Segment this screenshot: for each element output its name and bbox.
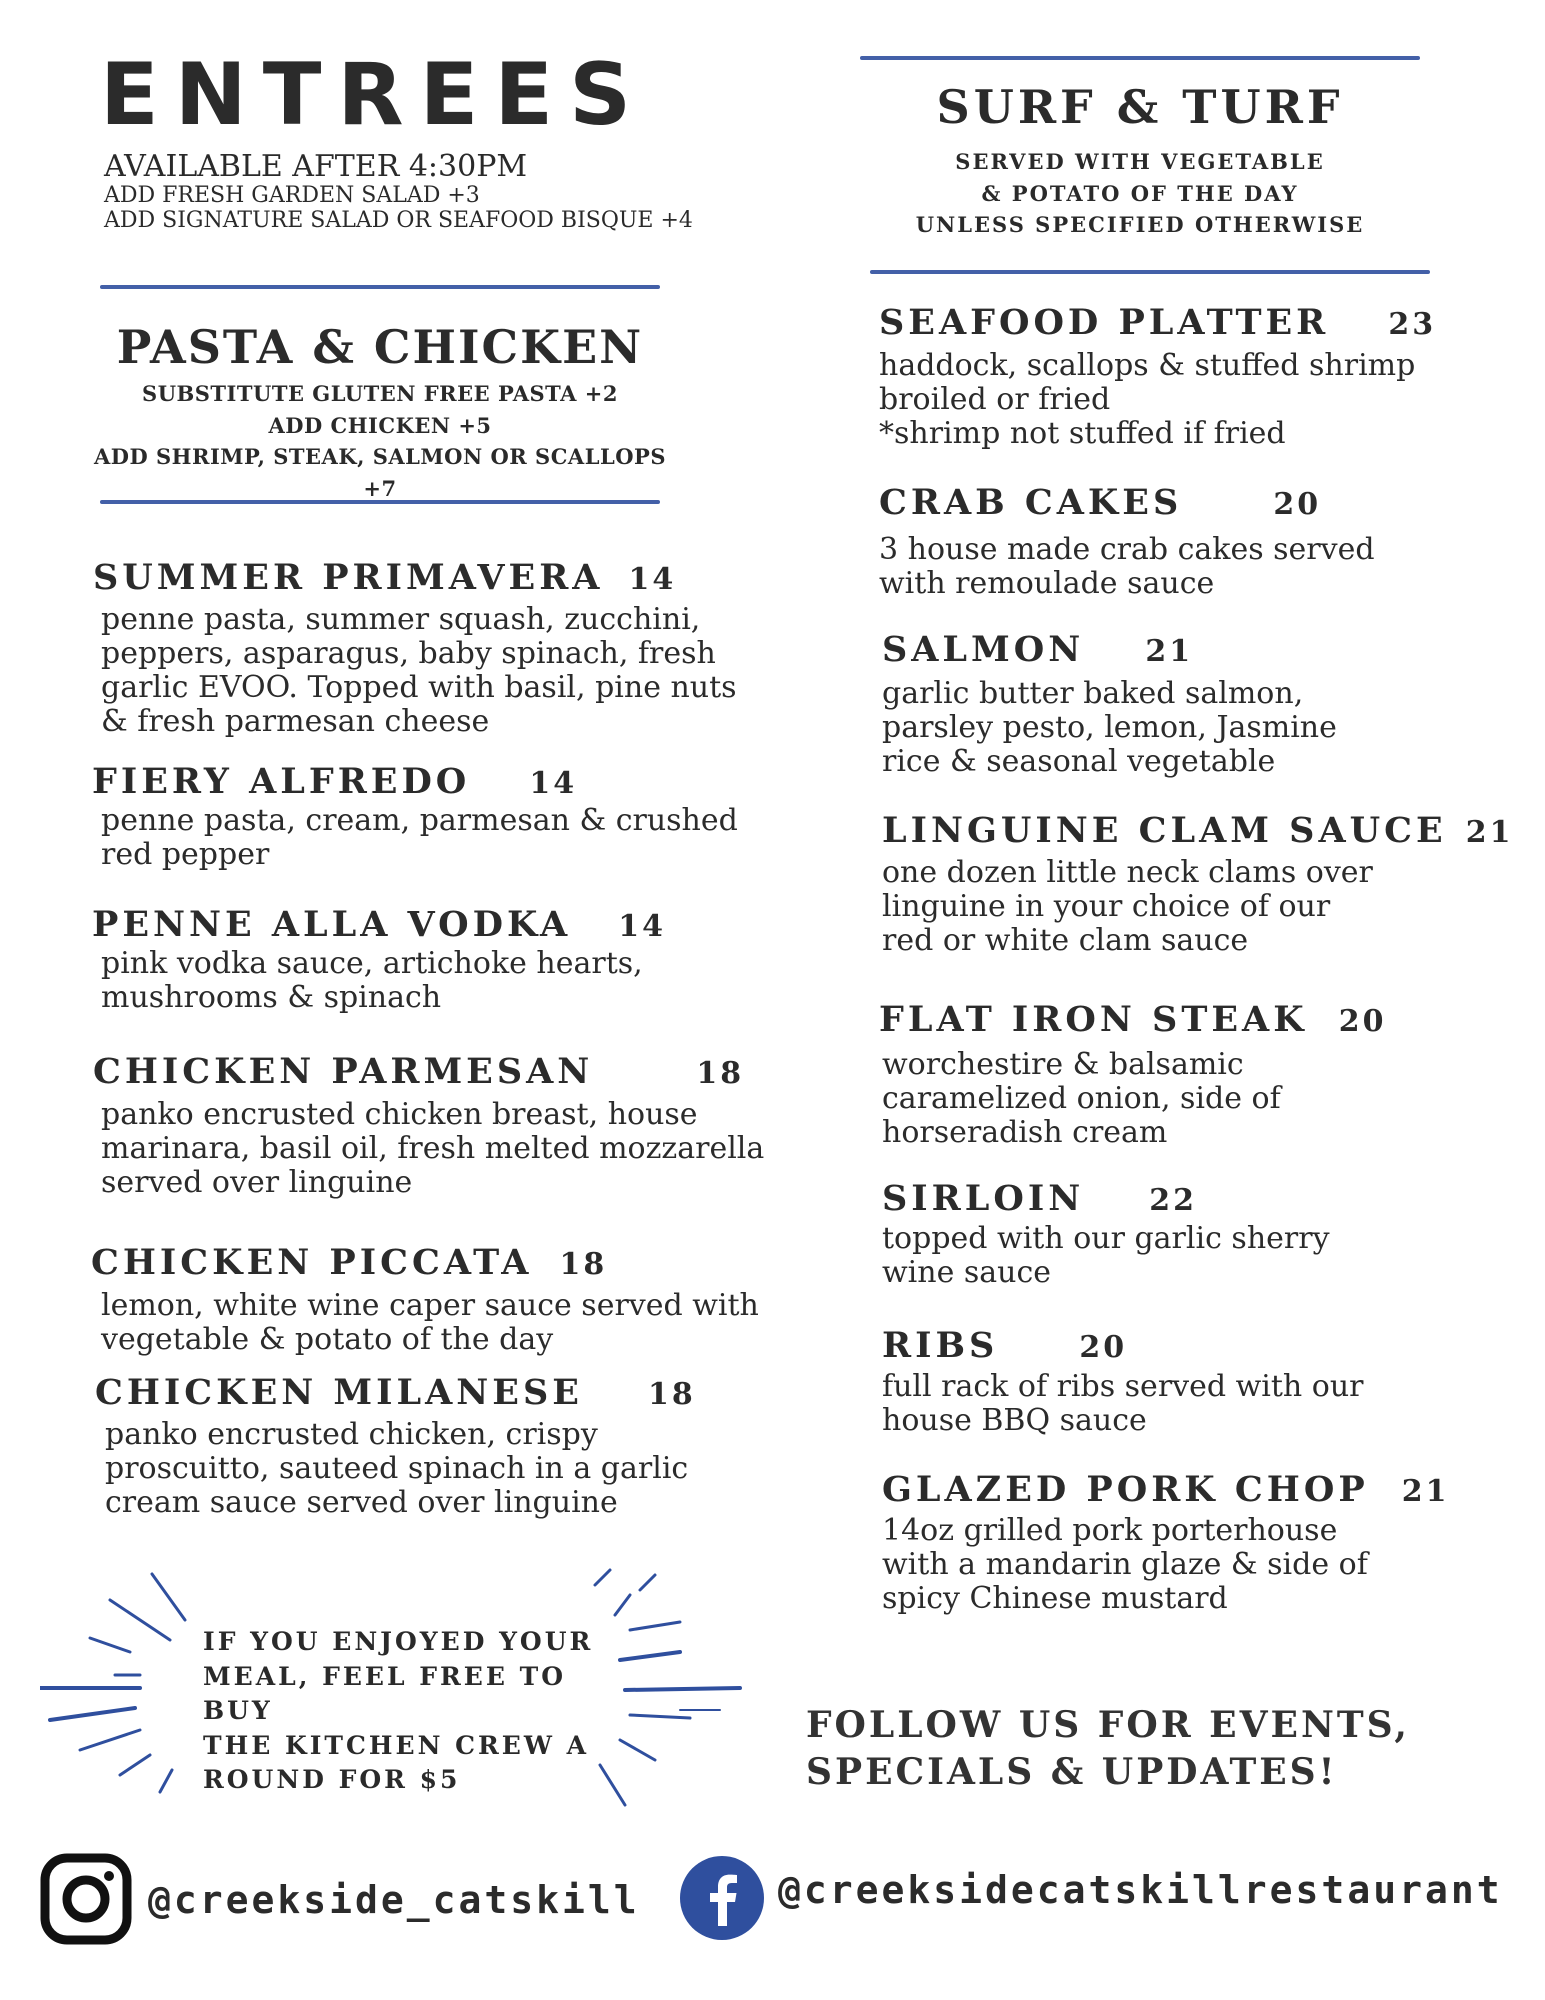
item-price: 22: [1149, 1183, 1198, 1218]
item-price: 14: [628, 562, 677, 597]
item-description: one dozen little neck clams over linguine in your choice of our red or white clam sauce: [882, 855, 1373, 958]
menu-item: [879, 302, 1519, 343]
item-name: FLAT IRON STEAK: [879, 999, 1308, 1040]
item-name: SUMMER PRIMAVERA: [93, 557, 604, 598]
item-description: haddock, scallops & stuffed shrimp broiled or fried *shrimp not stuffed if fried: [879, 348, 1416, 451]
divider: [870, 270, 1430, 274]
item-name: CHICKEN PARMESAN: [93, 1051, 594, 1092]
menu-item: [882, 810, 1532, 851]
item-name: PENNE ALLA VODKA: [92, 904, 572, 945]
menu-item: [879, 999, 1519, 1040]
available-time: AVAILABLE AFTER 4:30PM: [104, 149, 528, 184]
item-name: CHICKEN MILANESE: [95, 1372, 583, 1413]
item-description: 14oz grilled pork porterhouse with a mandarin glaze & side of spicy Chinese mustard: [882, 1513, 1368, 1616]
pasta-sub-line: SUBSTITUTE GLUTEN FREE PASTA +2: [142, 381, 618, 406]
item-name: RIBS: [882, 1325, 999, 1366]
facebook-icon[interactable]: [678, 1854, 766, 1942]
menu-item: [882, 1178, 1522, 1219]
menu-item: [93, 1051, 773, 1092]
divider: [100, 285, 660, 289]
item-price: 20: [1273, 487, 1322, 522]
menu-item: [882, 1469, 1522, 1510]
menu-item: [882, 1325, 1522, 1366]
item-price: 14: [618, 909, 666, 944]
pasta-sub-line: ADD CHICKEN +5: [268, 412, 492, 438]
item-price: 21: [1401, 1474, 1450, 1509]
surf-sub-line: SERVED WITH VEGETABLE: [955, 149, 1325, 174]
item-price: 23: [1388, 307, 1437, 342]
promo-text: IF YOU ENJOYED YOUR MEAL, FEEL FREE TO BUY THE KITCHEN CREW A ROUND FOR $5: [203, 1627, 594, 1794]
surf-sub-line: & POTATO OF THE DAY: [981, 180, 1299, 206]
menu-item: [92, 904, 772, 945]
divider: [860, 56, 1420, 60]
page-title: ENTREES: [100, 45, 648, 145]
item-description: penne pasta, summer squash, zucchini, peppers, asparagus, baby spinach, fresh garlic EVOO. Topped with basil, pine nuts & fresh parmesan cheese: [101, 602, 737, 739]
pasta-section-subtitle: [80, 378, 680, 504]
item-price: 21: [1465, 815, 1514, 850]
pasta-sub-line: ADD SHRIMP, STEAK, SALMON OR SCALLOPS +7: [93, 444, 666, 501]
item-description: 3 house made crab cakes served with remoulade sauce: [879, 532, 1375, 601]
item-name: CRAB CAKES: [879, 482, 1183, 523]
item-description: panko encrusted chicken, crispy proscuitto, sauteed spinach in a garlic cream sauce served over linguine: [105, 1417, 689, 1520]
item-description: topped with our garlic sherry wine sauce: [882, 1221, 1330, 1290]
menu-item: [93, 557, 773, 598]
item-price: 18: [696, 1056, 745, 1091]
surf-section-subtitle: [860, 146, 1420, 241]
add-garden-salad: ADD FRESH GARDEN SALAD +3: [104, 183, 480, 208]
entrees-info: [104, 150, 693, 234]
item-price: 18: [648, 1377, 696, 1412]
menu-item: [879, 482, 1519, 523]
instagram-handle[interactable]: @creekside_catskill: [148, 1878, 640, 1922]
item-description: penne pasta, cream, parmesan & crushed red pepper: [101, 803, 738, 872]
divider: [100, 500, 660, 504]
item-price: 20: [1338, 1004, 1387, 1039]
follow-text: FOLLOW US FOR EVENTS, SPECIALS & UPDATES!: [806, 1704, 1410, 1793]
surf-section-title: SURF & TURF: [936, 80, 1344, 134]
surf-sub-line: UNLESS SPECIFIED OTHERWISE: [915, 212, 1365, 237]
item-description: full rack of ribs served with our house BBQ sauce: [882, 1369, 1364, 1438]
item-description: panko encrusted chicken breast, house marinara, basil oil, fresh melted mozzarella served over linguine: [101, 1097, 765, 1200]
item-description: pink vodka sauce, artichoke hearts, mushrooms & spinach: [101, 946, 643, 1015]
item-name: LINGUINE CLAM SAUCE: [882, 810, 1447, 851]
menu-item: [95, 1372, 775, 1413]
facebook-handle[interactable]: @creeksidecatskillrestaurant: [778, 1868, 1503, 1912]
item-name: GLAZED PORK CHOP: [882, 1469, 1369, 1510]
item-price: 20: [1079, 1330, 1128, 1365]
menu-item: [92, 761, 772, 802]
item-name: CHICKEN PICCATA: [91, 1242, 533, 1283]
item-description: garlic butter baked salmon, parsley pesto, lemon, Jasmine rice & seasonal vegetable: [882, 676, 1337, 779]
menu-item: [882, 629, 1522, 670]
instagram-icon[interactable]: [40, 1853, 132, 1945]
item-name: FIERY ALFREDO: [92, 761, 471, 802]
item-price: 21: [1145, 634, 1194, 669]
pasta-section-title: PASTA & CHICKEN: [116, 320, 644, 374]
item-name: SEAFOOD PLATTER: [879, 302, 1330, 343]
item-description: lemon, white wine caper sauce served with vegetable & potato of the day: [101, 1288, 759, 1357]
item-price: 18: [559, 1247, 608, 1282]
add-signature-salad: ADD SIGNATURE SALAD OR SEAFOOD BISQUE +4: [104, 208, 693, 234]
item-name: SIRLOIN: [882, 1178, 1085, 1219]
item-description: worchestire & balsamic caramelized onion, side of horseradish cream: [882, 1047, 1281, 1150]
item-name: SALMON: [882, 629, 1085, 670]
menu-item: [91, 1242, 771, 1283]
item-price: 14: [529, 766, 578, 801]
